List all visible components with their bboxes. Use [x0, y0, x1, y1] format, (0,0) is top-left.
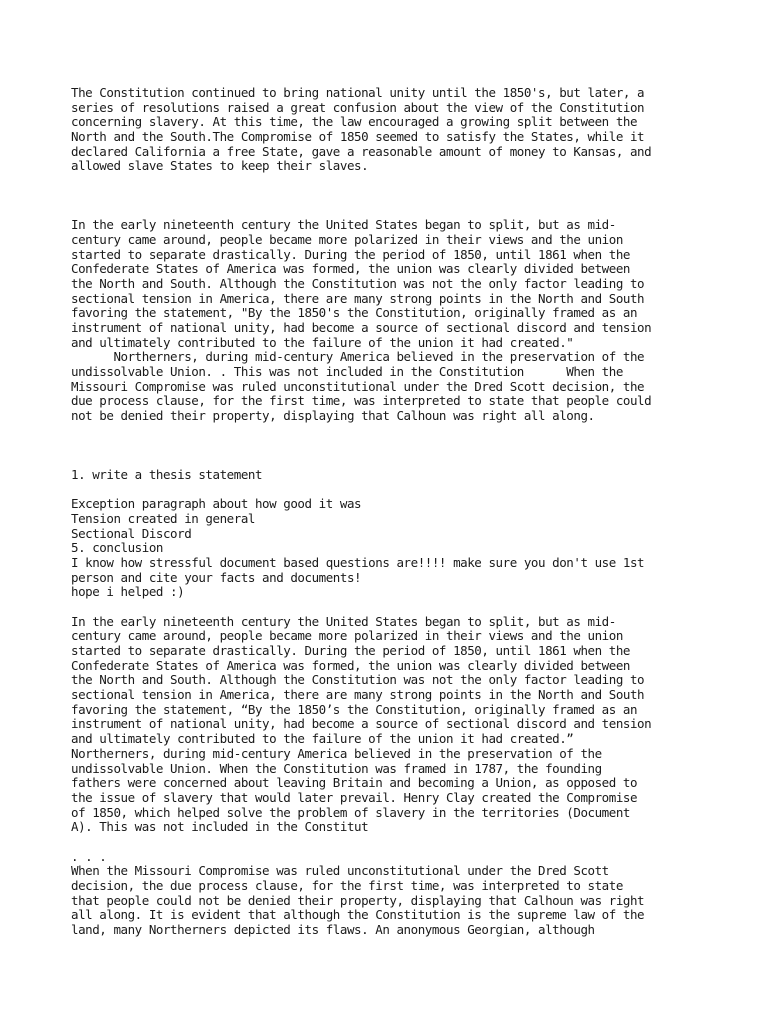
outline-item: 5. conclusion: [71, 540, 163, 556]
text-line: instrument of national unity, had become a source of sectional discord and tension: [71, 319, 652, 335]
outline-item: Sectional Discord: [71, 525, 192, 541]
advice-line: hope i helped :): [71, 584, 185, 600]
text-line: that people could not be denied their property, displaying that Calhoun was right: [71, 892, 645, 908]
text-line: Missouri Compromise was ruled unconstitutional under the Dred Scott decision, the: [71, 378, 645, 394]
text-line: sectional tension in America, there are many strong points in the North and South: [71, 290, 645, 306]
text-line: the North and South. Although the Constitution was not the only factor leading to: [71, 672, 645, 688]
text-line: sectional tension in America, there are many strong points in the North and South: [71, 687, 645, 703]
text-line: undissolvable Union. When the Constitution was framed in 1787, the founding: [71, 760, 602, 776]
outline-item: Tension created in general: [71, 510, 255, 526]
ellipsis-marker: . . .: [71, 848, 107, 864]
spacer: [71, 174, 701, 218]
spacer: [71, 835, 701, 850]
spacer: [71, 424, 701, 468]
text-line: declared California a free State, gave a reasonable amount of money to Kansas, and: [71, 143, 652, 159]
text-line: fathers were concerned about leaving Britain and becoming a Union, as opposed to: [71, 775, 638, 791]
outline-list: [71, 497, 701, 600]
text-line: In the early nineteenth century the United States began to split, but as mid-: [71, 217, 616, 233]
text-line: series of resolutions raised a great confusion about the view of the Constitution: [71, 99, 645, 115]
text-line: Confederate States of America was formed, the union was clearly divided between: [71, 657, 630, 673]
spacer: [71, 600, 701, 615]
text-line: century came around, people became more polarized in their views and the union: [71, 231, 623, 247]
text-line: North and the South.The Compromise of 1850 seemed to satisfy the States, while it: [71, 129, 645, 145]
text-line: the North and South. Although the Constitution was not the only factor leading to: [71, 275, 645, 291]
text-line: the issue of slavery that would later prevail. Henry Clay created the Compromise: [71, 789, 638, 805]
paragraph-continuation: [71, 864, 701, 937]
thesis-list-item: 1. write a thesis statement: [71, 466, 263, 482]
text-line: undissolvable Union. . This was not included in the Constitution When the: [71, 364, 623, 379]
text-line: and ultimately contributed to the failure of the union it had created.”: [71, 731, 574, 747]
text-line: and ultimately contributed to the failure of the union it had created.": [71, 334, 574, 350]
text-line: In the early nineteenth century the United States began to split, but as mid-: [71, 613, 616, 629]
text-line: started to separate drastically. During the period of 1850, until 1861 when the: [71, 643, 630, 658]
text-line: favoring the statement, “By the 1850’s the Constitution, originally framed as an: [71, 701, 638, 717]
text-line: century came around, people became more polarized in their views and the union: [71, 628, 623, 644]
paragraph-essay-draft: [71, 218, 701, 424]
text-line: land, many Northerners depicted its flaws. An anonymous Georgian, although: [71, 922, 595, 938]
text-line: Northerners, during mid-century America believed in the preservation of the: [71, 349, 645, 365]
paragraph-intro: [71, 86, 701, 174]
text-line: favoring the statement, "By the 1850's the Constitution, originally framed as an: [71, 305, 638, 321]
outline-item: Exception paragraph about how good it was: [71, 496, 362, 512]
text-line: Confederate States of America was formed, the union was clearly divided between: [71, 261, 630, 277]
text-line: decision, the due process clause, for the first time, was interpreted to state: [71, 878, 623, 893]
advice-line: person and cite your facts and documents!: [71, 569, 362, 585]
text-line: A). This was not included in the Constitut: [71, 819, 369, 835]
text-line: due process clause, for the first time, was interpreted to state that people could: [71, 393, 652, 409]
text-line: When the Missouri Compromise was ruled unconstitutional under the Dred Scott: [71, 863, 609, 879]
text-line: concerning slavery. At this time, the law encouraged a growing split between the: [71, 114, 638, 130]
text-line: Northerners, during mid-century America believed in the preservation of the: [71, 745, 602, 761]
text-line: of 1850, which helped solve the problem of slavery in the territories (Document: [71, 804, 630, 820]
text-line: all along. It is evident that although the Constitution is the supreme law of the: [71, 907, 645, 923]
text-line: not be denied their property, displaying that Calhoun was right all along.: [71, 408, 595, 424]
document-page: [71, 86, 701, 938]
spacer: [71, 482, 701, 497]
text-line: allowed slave States to keep their slaves.: [71, 158, 369, 174]
text-line: started to separate drastically. During the period of 1850, until 1861 when the: [71, 246, 630, 262]
paragraph-essay-final: [71, 615, 701, 835]
advice-line: I know how stressful document based questions are!!!! make sure you don't use 1st: [71, 554, 645, 570]
text-line: The Constitution continued to bring national unity until the 1850's, but later, a: [71, 85, 645, 100]
text-line: instrument of national unity, had become a source of sectional discord and tension: [71, 716, 652, 732]
